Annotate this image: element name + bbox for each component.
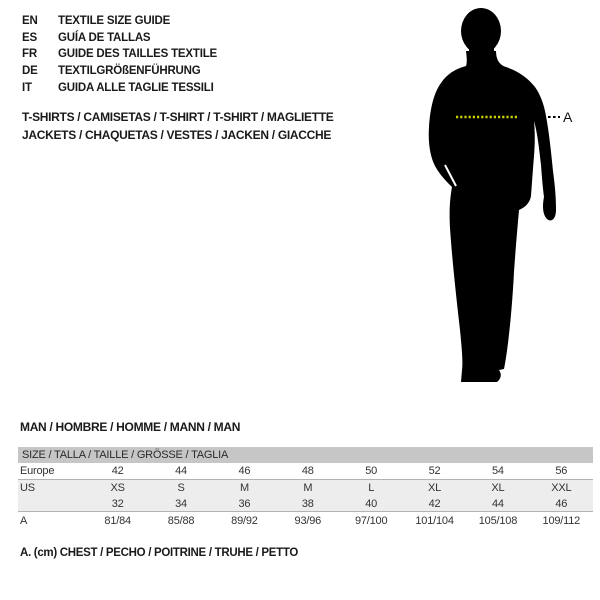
table-cell: XXL: [551, 482, 572, 494]
language-label: TEXTILGRÖßENFÜHRUNG: [58, 65, 201, 78]
table-cell: 50: [365, 465, 378, 477]
language-label: GUIDE DES TAILLES TEXTILE: [58, 48, 217, 61]
table-cell: 40: [365, 497, 378, 510]
table-cell: 97/100: [354, 514, 388, 527]
table-cell: 32: [111, 497, 124, 510]
table-cell: 44: [492, 497, 504, 510]
table-cell: L: [368, 482, 375, 494]
language-row: [22, 63, 217, 80]
language-row: [22, 79, 217, 96]
table-cell: 109/112: [542, 514, 581, 527]
table-cell: 48: [301, 465, 314, 477]
table-cell: M: [239, 482, 249, 494]
table-cell: 105/108: [478, 514, 518, 527]
language-row: [22, 46, 217, 63]
row-label: Europe: [20, 465, 55, 477]
table-cell: 34: [175, 497, 187, 510]
language-list: [22, 13, 217, 96]
measure-label-a: A: [563, 109, 573, 125]
table-cell: 46: [238, 465, 251, 477]
size-guide-figure: [400, 0, 600, 400]
size-table: [18, 447, 593, 529]
man-silhouette: [429, 8, 556, 382]
table-cell: 81/84: [104, 514, 131, 527]
table-cell: 89/92: [231, 514, 258, 527]
table-row-chest-cm: [18, 512, 593, 529]
table-cell: 42: [111, 465, 124, 477]
table-cell: XL: [491, 482, 505, 494]
garment-types: [22, 109, 334, 145]
table-cell: 38: [301, 497, 314, 510]
table-row-europe: [18, 463, 593, 480]
table-cell: 44: [175, 465, 187, 477]
table-row-us-numbers: [18, 496, 593, 512]
language-code: DE: [22, 65, 38, 78]
size-table-header: SIZE / TALLA / TAILLE / GRÖSSE / TAGLIA: [18, 447, 593, 463]
language-label: GUIDA ALLE TAGLIE TESSILI: [58, 81, 214, 94]
table-cell: 93/96: [294, 514, 322, 527]
language-row: [22, 13, 217, 30]
table-cell: XS: [110, 482, 125, 494]
language-code: EN: [22, 15, 38, 28]
table-cell: 56: [555, 465, 568, 477]
garment-line-tshirts: T-SHIRTS / CAMISETAS / T-SHIRT / T-SHIRT / MAGLIETTE: [22, 110, 334, 124]
table-row-us-letters: [18, 480, 593, 496]
language-label: GUÍA DE TALLAS: [58, 31, 151, 44]
table-cell: 101/104: [415, 514, 454, 527]
language-label: TEXTILE SIZE GUIDE: [58, 15, 171, 28]
language-row: [22, 30, 217, 47]
table-cell: 36: [238, 497, 251, 510]
table-cell: 54: [492, 465, 504, 477]
language-code: FR: [22, 48, 37, 61]
table-cell: 52: [428, 465, 441, 477]
table-cell: 85/88: [167, 514, 195, 527]
table-cell: S: [177, 482, 185, 494]
language-code: IT: [22, 81, 32, 94]
section-title-man: MAN / HOMBRE / HOMME / MANN / MAN: [20, 420, 241, 434]
row-label: A: [20, 514, 28, 527]
language-code: ES: [22, 31, 37, 44]
row-label: US: [20, 482, 35, 494]
table-cell: 46: [555, 497, 568, 510]
man-silhouette-svg: [400, 0, 600, 400]
table-cell: M: [303, 482, 313, 494]
measurement-footnote: A. (cm) CHEST / PECHO / POITRINE / TRUHE / PETTO: [20, 547, 299, 559]
table-cell: 42: [428, 497, 441, 510]
garment-line-jackets: JACKETS / CHAQUETAS / VESTES / JACKEN / GIACCHE: [22, 127, 332, 142]
table-cell: XL: [428, 482, 442, 494]
